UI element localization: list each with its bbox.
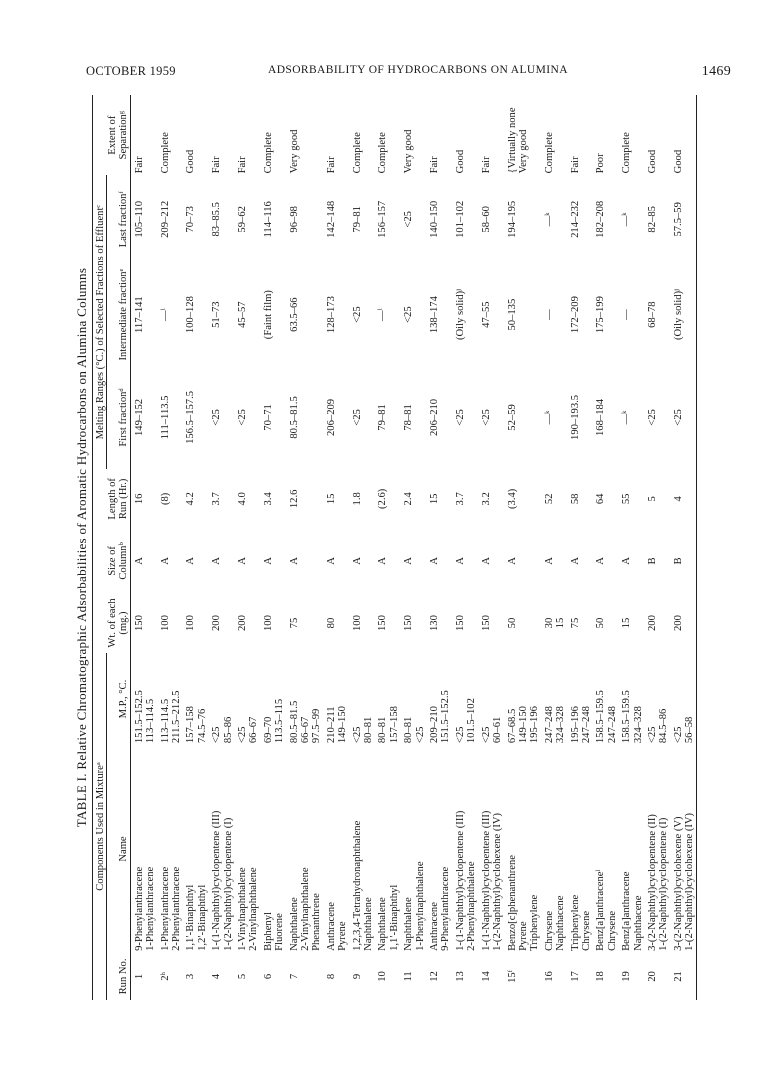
cell-last: 194–195 [506,200,518,238]
cell-size: A [506,557,518,565]
cell-mp: <25 84.5–86 [646,708,670,744]
cell-inter: — [543,309,555,320]
cell-length: 12.6 [288,489,300,509]
table-row [157,95,183,1000]
data-table [93,95,697,1000]
rotated-table-region [72,95,732,1000]
running-header-date: OCTOBER 1959 [86,64,176,78]
cell-last: 156–157 [377,200,389,238]
cell-name: Biphenyl Fluorene [262,912,286,951]
cell-inter: (Oily solid)ʲ [454,289,466,341]
cell-wt: 15 [621,617,633,629]
cell-last: —ᵏ [621,212,633,227]
cell-extent: Poor [595,153,607,174]
cell-first: 156.5–157.5 [185,390,197,444]
cell-size: A [569,557,581,565]
cell-mp: <25 56–58 [670,653,696,745]
cell-wt: 200 [236,615,248,631]
cell-first: <25 [454,409,466,426]
table-row [670,95,696,1000]
cell-size: A [325,557,337,565]
cell-last: 82–85 [646,206,658,233]
table-row [349,95,375,1000]
cell-run: 6 [262,973,274,980]
cell-name: 1-Vinylnaphthalene 2-Vinylnaphthalene [236,867,260,951]
table-row [286,95,323,1000]
cell-mp: 80–81 <25 [403,716,426,744]
col-header-first: First fractionᵈ [107,366,130,469]
cell-wt: 150 [403,615,415,631]
cell-wt: 150 [480,615,492,631]
cell-inter: (Faint film) [262,290,274,340]
cell-run: 7 [288,973,300,980]
col-header-run: Run No. [107,953,130,1000]
cell-length: 3.2 [480,492,492,506]
cell-run: 11 [403,971,415,982]
components-group-header: Components Used in Mixtureᵃ [93,653,107,1000]
cell-size: A [133,557,145,565]
cell-extent: Very good [403,129,415,174]
cell-name: Benzo[c]phenanthrene Pyrene Triphenylene [506,855,541,951]
cell-mp: 80–81 157–158 [377,706,400,744]
cell-run: 14 [480,971,492,982]
cell-length: 4.2 [185,492,197,506]
table-row [400,95,426,1000]
cell-first: —ᵏ [543,410,555,425]
cell-mp: 158.5–159.5 247–248 [595,690,618,744]
cell-length: (8) [159,492,171,506]
table-row [234,95,260,1000]
cell-first: 206–210 [429,398,441,436]
cell-first: 52–59 [506,404,518,431]
cell-wt: 100 [185,615,197,631]
cell-first: <25 [480,409,492,426]
cell-wt: 150 [454,615,466,631]
cell-length: 64 [595,493,607,505]
cell-length: 1.8 [351,492,363,506]
cell-run: 16 [543,971,555,982]
cell-run: 2ʰ [159,972,171,981]
cell-first: <25 [646,409,658,426]
cell-mp: <25 60–61 [480,716,504,744]
table-row [323,95,349,1000]
col-header-length: Length of Run (Hr.) [107,469,130,529]
cell-name: 9-Phenylanthracene 1-Phenylanthracene [133,866,157,951]
cell-mp: 67–68.5 149–150 195–196 [506,706,541,744]
cell-first: 80.5–81.5 [288,396,300,439]
cell-inter: 68–78 [646,301,658,328]
cell-extent: Complete [351,132,363,174]
cell-size: A [185,557,197,565]
cell-inter: —ⁱ [377,308,389,321]
cell-extent: Complete [543,132,555,174]
cell-name: Benz[a]anthraceneˡ Chrysene [595,869,618,951]
cell-size: A [262,557,274,565]
cell-inter: 128–173 [325,296,337,334]
cell-size: B [646,557,658,565]
table-row [567,95,593,1000]
cell-first: 70–71 [262,404,274,431]
cell-wt: 50 [595,617,607,629]
cell-last: 57.5–59 [670,175,696,263]
cell-run: 13 [454,971,466,982]
cell-last: 59–62 [236,206,248,233]
table-body [130,95,696,1000]
cell-inter: 100–128 [185,296,197,334]
cell-mp: 247–248 324–328 [543,706,567,744]
cell-mp: 158.5–159.5 324–328 [621,690,644,744]
cell-name: 1-(1-Naphthyl)cyclopentene (III) 1-(2-Naphthyl)cyclohexene (IV) [480,810,504,951]
cell-wt: 100 [351,615,363,631]
cell-first: 206–209 [325,398,337,436]
cell-last: —ᵏ [543,212,555,227]
running-header-title: ADSORBABILITY OF HYDROCARBONS ON ALUMINA [268,64,568,76]
cell-name: Benz[a]anthracene Naphthacene [621,871,644,951]
cell-mp: 157–158 74.5–76 [185,706,208,744]
cell-mp: <25 80–81 [351,716,375,744]
cell-run: 10 [377,971,389,982]
cell-name: 3-(2-Naphthyl)cyclopentene (II) 1-(2-Naphthyl)cyclopentene (I) [646,814,670,951]
cell-first: 168–184 [595,398,607,436]
cell-first: <25 [670,366,696,469]
cell-extent: Fair [211,156,223,174]
cell-first: 111–113.5 [159,395,171,440]
cell-mp: 80.5–81.5 66–67 97.5–99 [288,700,323,744]
cell-name: 3-(2-Naphthyl)cyclohexene (V) 1-(2-Naphthyl)cyclohexene (IV) [670,745,696,953]
cell-length: 4.0 [236,492,248,506]
cell-extent: Fair [236,156,248,174]
cell-run: 21 [670,953,696,1000]
cell-wt: 200 [670,593,696,653]
cell-run: 12 [429,971,441,982]
table-row [504,95,541,1000]
cell-inter: —ⁱ [159,308,171,321]
cell-length: 15 [429,493,441,505]
cell-run: 3 [185,973,197,980]
cell-extent: Fair [480,156,492,174]
table-row [260,95,286,1000]
cell-last: 79–81 [351,206,363,233]
cell-size: A [543,557,555,565]
cell-extent: Fair [325,156,337,174]
cell-length: 4 [670,469,696,529]
cell-size: B [670,529,696,593]
cell-run: 1 [133,973,145,980]
cell-mp: 209–210 151.5–152.5 [429,690,452,744]
cell-length: 2.4 [403,492,415,506]
cell-last: 70–73 [185,206,197,233]
cell-size: A [236,557,248,565]
cell-last: 182–208 [595,200,607,238]
cell-name: Naphthalene 1-Phenylnaphthalene [403,861,426,951]
cell-mp: 69–70 113.5–115 [262,698,286,744]
col-header-mp: M.P., °C. [107,653,130,745]
table-row [644,95,670,1000]
table-row [208,95,234,1000]
cell-inter: 138–174 [429,296,441,334]
cell-wt: 150 [377,615,389,631]
col-header-last: Last fractionᶠ [107,175,130,263]
cell-size: A [454,557,466,565]
cell-name: 1,1′-Binaphthyl 1,2′-Binaphthyl [185,884,208,951]
cell-first: <25 [211,409,223,426]
cell-inter: — [621,309,633,320]
cell-wt: 30 15 [543,617,567,629]
cell-name: 1,2,3,4-Tetrahydronaphthalene Naphthalene [351,820,375,951]
cell-last: 214–232 [569,200,581,238]
cell-first: —ᵏ [621,410,633,425]
cell-last: 105–110 [133,200,145,238]
cell-last: 96–98 [288,206,300,233]
cell-last: 140–150 [429,200,441,238]
cell-name: Anthracene Pyrene [325,902,349,951]
cell-first: 79–81 [377,404,389,431]
cell-extent: {Virtually none Very good [506,107,529,174]
cell-wt: 75 [569,617,581,629]
cell-last: <25 [403,211,415,228]
table-row [182,95,208,1000]
cell-length: 15 [325,493,337,505]
cell-length: 3.4 [262,492,274,506]
cell-size: A [159,557,171,565]
cell-inter: 117–141 [133,296,145,333]
cell-length: 3.7 [211,492,223,506]
cell-extent: Good [646,149,658,174]
table-row [426,95,452,1000]
col-header-weight: Wt. of each (mg.) [107,593,130,653]
cell-inter: 172–209 [569,296,581,334]
cell-length: 16 [133,493,145,505]
cell-run: 8 [325,973,337,980]
cell-run: 20 [646,971,658,982]
cell-wt: 200 [211,615,223,631]
cell-run: 18 [595,971,607,982]
cell-last: 209–212 [159,200,171,238]
cell-length: (3.4) [506,488,518,509]
cell-run: 15ᶠ [506,970,518,983]
cell-size: A [377,557,389,565]
cell-extent: Good [454,149,466,174]
cell-length: 3.7 [454,492,466,506]
table-row [618,95,644,1000]
cell-mp: <25 101.5–102 [454,698,478,744]
cell-size: A [288,557,300,565]
cell-size: A [429,557,441,565]
cell-mp: 151.5–152.5 113–114.5 [133,690,157,744]
col-header-intermediate: Intermediate fractionᵉ [107,263,130,366]
cell-inter: 175–199 [595,296,607,334]
cell-first: 149–152 [133,398,145,436]
col-header-name: Name [107,745,130,953]
cell-run: 17 [569,971,581,982]
cell-mp: 195–196 247–248 [569,706,592,744]
cell-extent: Fair [429,156,441,174]
table-row [592,95,618,1000]
cell-length: 55 [621,493,633,505]
cell-mp: 113–114.5 211.5–212.5 [159,690,182,744]
table-row [130,95,156,1000]
cell-extent: Fair [133,156,145,174]
cell-name: Naphthalene 1,1′-Binaphthyl [377,884,400,951]
cell-last: 142–148 [325,200,337,238]
cell-wt: 200 [646,615,658,631]
cell-name: Naphthalene 2-Vinylnaphthalene Phenanthrene [288,867,323,951]
cell-first: 190–193.5 [569,394,581,440]
cell-last: 101–102 [454,200,466,238]
cell-length: (2.6) [377,488,389,509]
cell-mp: 210–211 149–150 [325,706,349,744]
cell-extent: Complete [159,132,171,174]
cell-extent: Complete [262,132,274,174]
cell-first: <25 [236,409,248,426]
cell-last: 83–85.5 [211,202,223,237]
cell-size: A [211,557,223,565]
cell-run: 19 [621,971,633,982]
cell-wt: 100 [159,615,171,631]
cell-mp: <25 85–86 [211,716,234,744]
cell-run: 5 [236,973,248,980]
cell-inter: 50–135 [506,298,518,331]
table-caption: TABLE I. Relative Chromatographic Adsorbabilities of Aromatic Hydrocarbons on Alumina Columns [74,267,89,828]
cell-extent: Complete [621,132,633,174]
cell-length: 52 [543,493,555,505]
table-row [452,95,478,1000]
table-row [374,95,400,1000]
cell-inter: 47–55 [480,301,492,328]
cell-name: 1-(1-Naphthyl)cyclopentene (III) 1-(2-Naphthyl)cyclopentene (I) [211,810,234,951]
melting-group-header: Melting Ranges (°C.) of Selected Fractions of Effluentᶜ [93,175,107,468]
cell-last: 114–116 [262,201,274,238]
cell-wt: 130 [429,615,441,631]
cell-name: Triphenylene Chrysene [569,894,592,951]
cell-size: A [621,557,633,565]
cell-wt: 100 [262,615,274,631]
cell-name: 1-Phenylanthracene 2-Phenylanthracene [159,866,182,951]
cell-inter: <25 [351,306,363,323]
cell-inter: 51–73 [211,301,223,328]
table-row [541,95,567,1000]
col-header-size: Size of Columnᵇ [107,529,130,593]
cell-extent: Good [670,95,696,175]
cell-size: A [595,557,607,565]
cell-extent: Complete [377,132,389,174]
cell-name: 1-(1-Naphthyl)cyclopentene (III) 2-Phenylnaphthalene [454,810,478,951]
cell-inter: <25 [403,306,415,323]
cell-first: <25 [351,409,363,426]
cell-size: A [480,557,492,565]
cell-name: Chrysene Naphthacene [543,895,567,951]
cell-run: 9 [351,973,363,980]
cell-extent: Good [185,149,197,174]
cell-inter: 63.5–66 [288,297,300,332]
cell-wt: 75 [288,617,300,629]
page-number: 1469 [701,64,731,79]
cell-inter: (Oily solid)ʲ [670,263,696,366]
table-row [478,95,504,1000]
cell-mp: <25 66–67 [236,716,260,744]
cell-run: 4 [211,973,223,980]
cell-extent: Very good [288,129,300,174]
col-header-extent: Extent of Separationᵍ [107,95,130,175]
cell-last: 58–60 [480,206,492,233]
cell-name: Anthracene 9-Phenylanthracene [429,866,452,951]
cell-first: 78–81 [403,404,415,431]
cell-extent: Fair [569,156,581,174]
cell-size: A [351,557,363,565]
cell-wt: 50 [506,617,518,629]
cell-length: 58 [569,493,581,505]
cell-inter: 45–57 [236,301,248,328]
cell-wt: 150 [133,615,145,631]
cell-size: A [403,557,415,565]
cell-length: 5 [646,496,658,502]
cell-wt: 80 [325,617,337,629]
